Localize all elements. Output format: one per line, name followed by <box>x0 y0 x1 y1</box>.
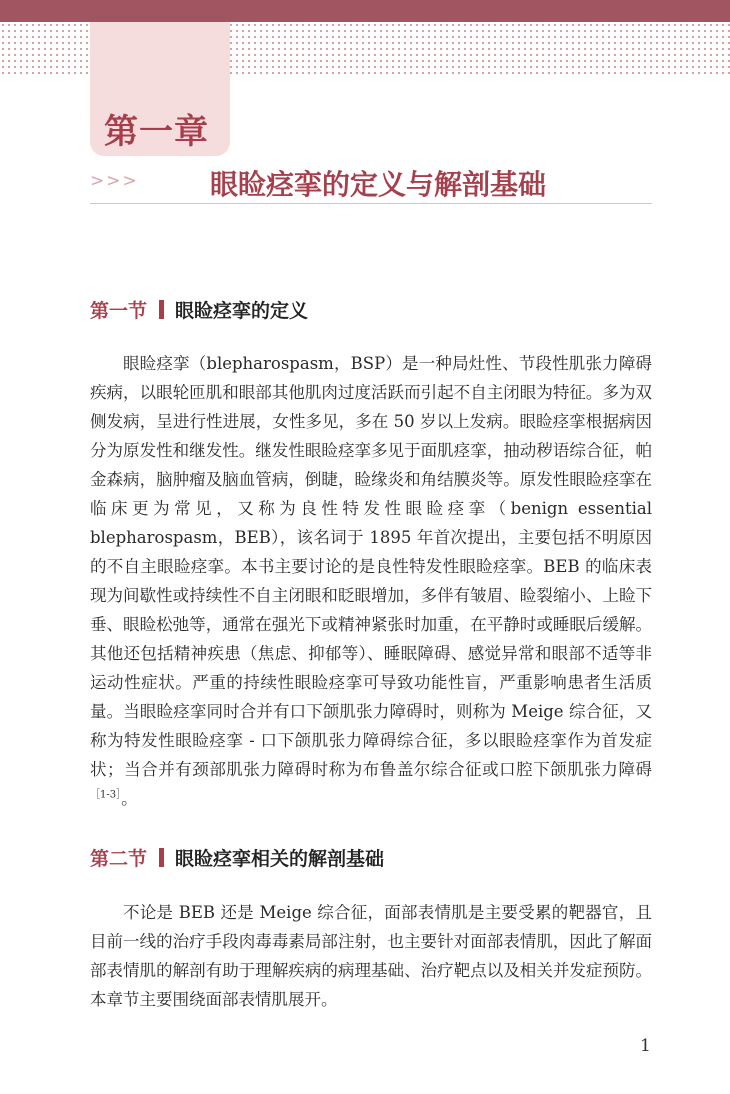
section-bar-marker <box>159 848 164 867</box>
section-bar-marker <box>159 300 164 319</box>
chapter-title: 眼睑痉挛的定义与解剖基础 <box>210 168 547 201</box>
paragraph-end: 。 <box>121 789 138 808</box>
chapter-label: 第一章 <box>104 112 209 152</box>
chevron-decoration: >>> <box>90 171 139 191</box>
citation-superscript: ［1-3］ <box>90 789 122 801</box>
section-heading-2 <box>90 844 384 871</box>
section-title: 眼睑痉挛相关的解剖基础 <box>175 848 385 870</box>
section-number: 第一节 <box>90 300 148 322</box>
paragraph-text: 眼睑痉挛（blepharospasm，BSP）是一种局灶性、节段性肌张力障碍疾病，以眼轮匝肌和眼部其他肌肉过度活跃而引起不自主闭眼为特征。多为双侧发病，呈进行性进展，女性多见，多在 50 岁以上发病。眼睑痉挛根据病因分为原发性和继发性。继发性眼睑痉挛多见于面肌痉挛，抽动秽语综合征，帕金森病，脑肿瘤及脑血管病，倒睫，睑缘炎和角结膜炎等。原发性眼睑痉挛在临床更为常见，又称为良性特发性眼睑痉挛（benign essential blepharospasm，BEB），该名词于 1895 年首次提出，主要包括不明原因的不自主眼睑痉挛。本书主要讨论的是良性特发性眼睑痉挛。BEB 的临床表现为间歇性或持续性不自主闭眼和眨眼增加，多伴有皱眉、睑裂缩小、上睑下垂、眼睑松弛等，通常在强光下或精神紧张时加重，在平静时或睡眠后缓解。其他还包括精神疾患（焦虑、抑郁等）、睡眠障碍、感觉异常和眼部不适等非运动性症状。严重的持续性眼睑痉挛可导致功能性盲，严重影响患者生活质量。当眼睑痉挛同时合并有口下颌肌张力障碍时，则称为 Meige 综合征，又称为特发性眼睑痉挛 - 口下颌肌张力障碍综合征，多以眼睑痉挛作为首发症状；当合并有颈部肌张力障碍时称为布鲁盖尔综合征或口腔下颌肌张力障碍 <box>90 354 652 779</box>
paragraph-text: 不论是 BEB 还是 Meige 综合征，面部表情肌是主要受累的靶器官，且目前一线的治疗手段肉毒毒素局部注射，也主要针对面部表情肌，因此了解面部表情肌的解剖有助于理解疾病的病理基础、治疗靶点以及相关并发症预防。本章节主要围绕面部表情肌展开。 <box>90 903 652 1009</box>
section-2-paragraph <box>90 898 652 1014</box>
page-number: 1 <box>640 1036 651 1056</box>
section-1-paragraph <box>90 349 652 813</box>
section-title: 眼睑痉挛的定义 <box>175 300 309 322</box>
header-band <box>0 0 730 22</box>
section-number: 第二节 <box>90 848 148 870</box>
title-divider <box>90 203 652 204</box>
section-heading-1 <box>90 296 308 323</box>
